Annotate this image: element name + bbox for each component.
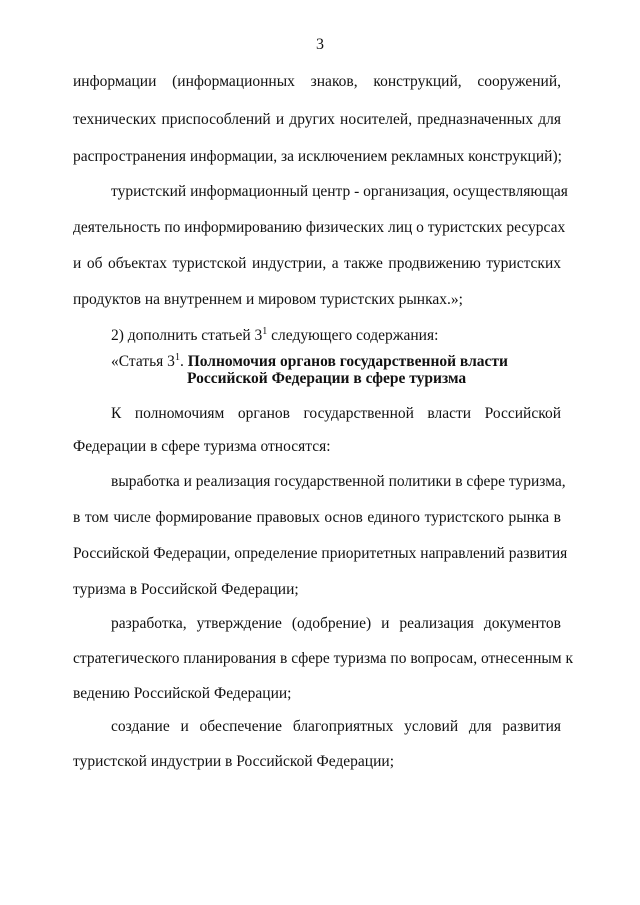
article-prefix: «Статья 3 (111, 353, 175, 370)
paragraph-line: Российской Федерации, определение приоритетных направлений развития (73, 545, 568, 562)
paragraph-line: создание и обеспечение благоприятных условий для развития (111, 718, 561, 735)
paragraph-line: и об объектах туристской индустрии, а также продвижению туристских (73, 255, 561, 272)
paragraph-line: распространения информации, за исключением рекламных конструкций); (73, 148, 562, 165)
paragraph-line: выработка и реализация государственной политики в сфере туризма, (111, 473, 566, 490)
paragraph-line: стратегического планирования в сфере туризма по вопросам, отнесенным к (73, 650, 574, 667)
paragraph-line: продуктов на внутреннем и мировом туристских рынках.»; (73, 291, 463, 308)
article-title-line-2: Российской Федерации в сфере туризма (187, 370, 467, 387)
paragraph-line: информации (информационных знаков, конструкций, сооружений, (73, 73, 561, 90)
paragraph-line: К полномочиям органов государственной власти Российской (111, 405, 561, 422)
paragraph-line: разработка, утверждение (одобрение) и реализация документов (111, 615, 561, 632)
article-superscript: 1 (174, 351, 180, 363)
article-title-line-1: Полномочия органов государственной власти (187, 353, 508, 370)
paragraph-line: туристский информационный центр - организация, осуществляющая (111, 183, 568, 200)
page-number: 3 (316, 36, 324, 53)
paragraph-line: туризма в Российской Федерации; (73, 581, 299, 598)
article-dot: . (179, 353, 188, 370)
superscript: 1 (262, 325, 268, 337)
amendment-text-after: следующего содержания: (267, 327, 439, 344)
amendment-text-before: 2) дополнить статьей 3 (111, 327, 263, 344)
paragraph-line: технических приспособлений и других носителей, предназначенных для (73, 111, 561, 128)
paragraph-line: туристской индустрии в Российской Федерации; (73, 753, 394, 770)
paragraph-line: в том числе формирование правовых основ единого туристского рынка в (73, 509, 561, 526)
paragraph-line: деятельность по информированию физических лиц о туристских ресурсах (73, 219, 566, 236)
paragraph-line: Федерации в сфере туризма относятся: (73, 438, 331, 455)
paragraph-line: ведению Российской Федерации; (73, 685, 292, 702)
amendment-line (111, 326, 561, 346)
